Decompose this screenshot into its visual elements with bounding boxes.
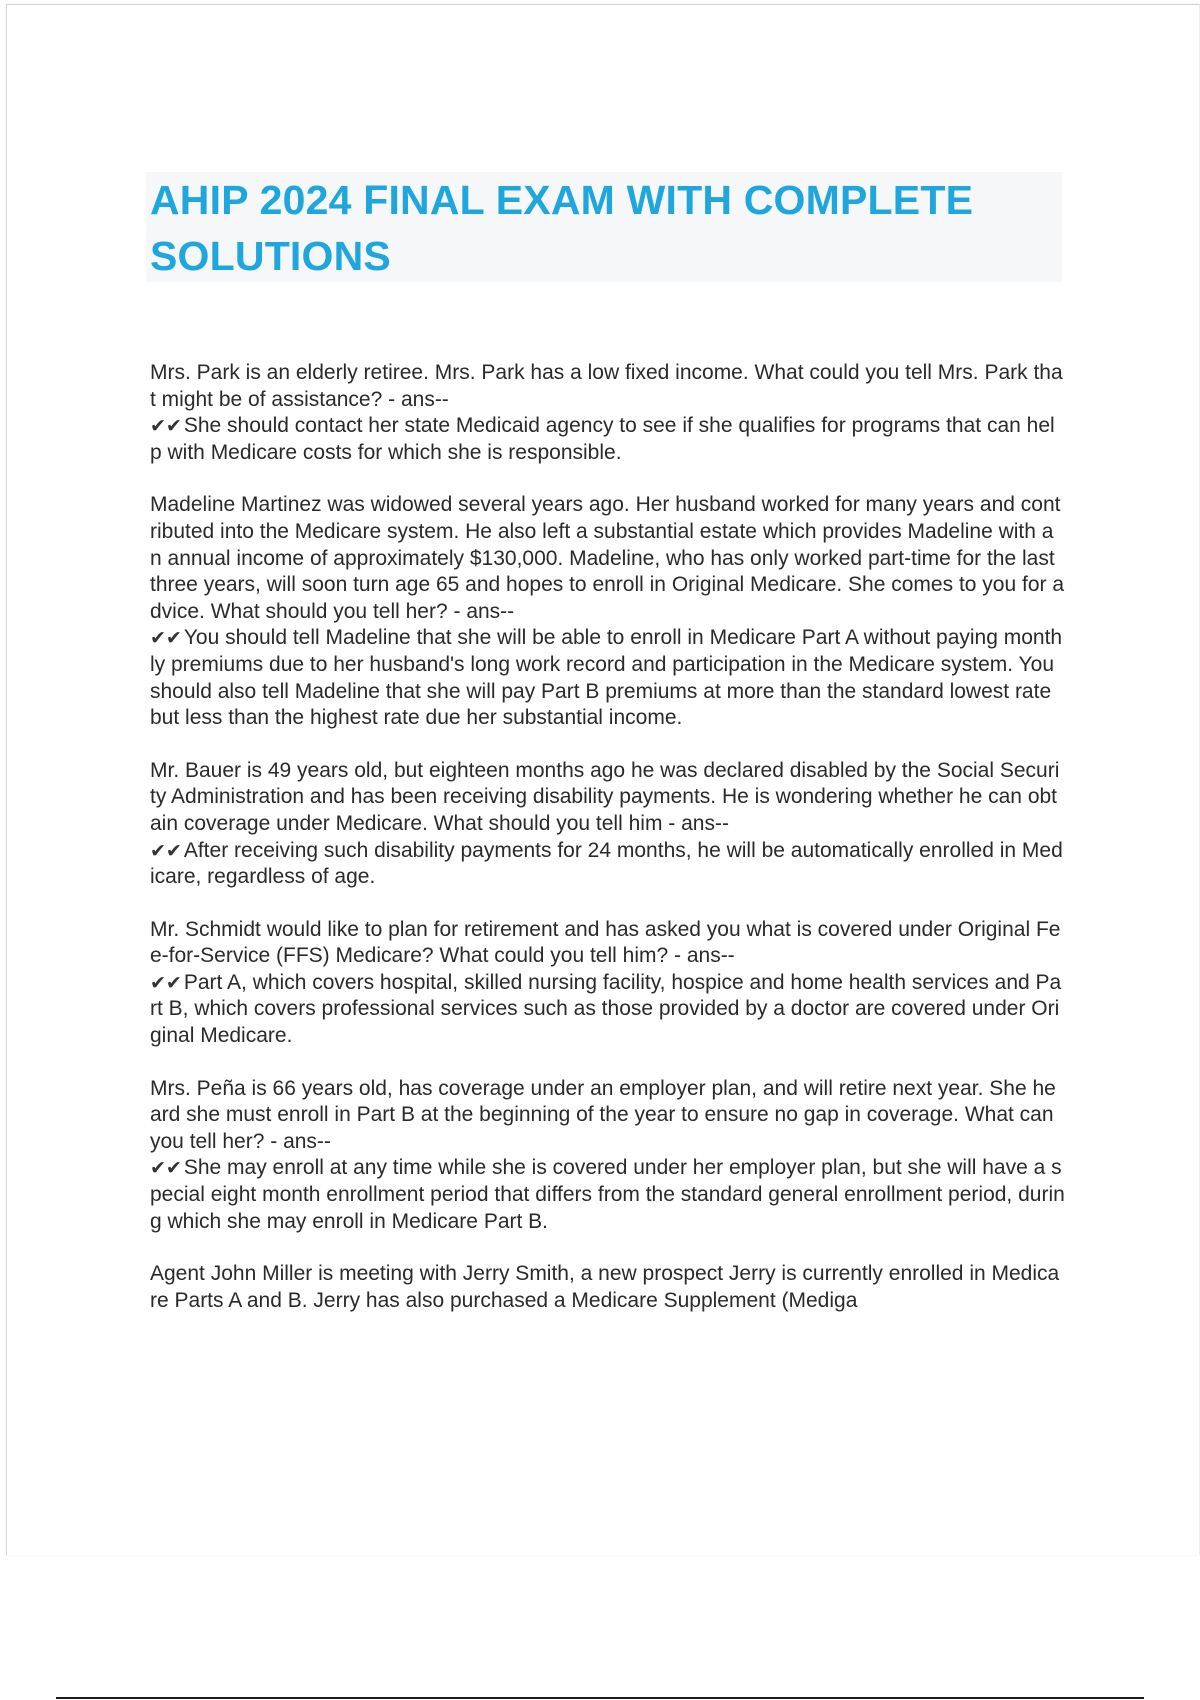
document-title: AHIP 2024 FINAL EXAM WITH COMPLETE SOLUTIONS xyxy=(150,177,974,279)
question-text: Mrs. Park is an elderly retiree. Mrs. Park has a low fixed income. What could you tell Mrs. Park that might be of assistance? - ans-- xyxy=(150,361,1063,411)
answer-text: After receiving such disability payments for 24 months, he will be automatically enrolled in Medicare, regardless of age. xyxy=(150,838,1063,889)
answer-text: She may enroll at any time while she is covered under her employer plan, but she will have a special eight month enrollment period that differs from the standard general enrollment period, during which she may enroll in Medicare Part B. xyxy=(150,1156,1065,1233)
qa-content xyxy=(150,360,1065,1340)
qa-item-2 xyxy=(150,492,1065,731)
page-divider xyxy=(56,1697,1144,1699)
qa-item-5 xyxy=(150,1076,1065,1236)
question-text: Agent John Miller is meeting with Jerry Smith, a new prospect Jerry is currently enrolled in Medicare Parts A and B. Jerry has also purchased a Medicare Supplement (Mediga xyxy=(150,1262,1060,1312)
answer-text: She should contact her state Medicaid agency to see if she qualifies for programs that can help with Medicare costs for which she is responsible. xyxy=(150,414,1055,464)
question-text: Madeline Martinez was widowed several years ago. Her husband worked for many years and contributed into the Medicare system. He also left a substantial estate which provides Madeline with an annual income of approximately $130,000. Madeline, who has only worked part-time for the last three years, will soon turn age 65 and hopes to enroll in Original Medicare. She comes to you for advice. What should you tell her? - ans-- xyxy=(150,493,1065,623)
checkmark-icon: ✔✔ xyxy=(150,415,182,438)
question-text: Mrs. Peña is 66 years old, has coverage under an employer plan, and will retire next year. She heard she must enroll in Part B at the beginning of the year to ensure no gap in coverage. What can you tell her? - ans-- xyxy=(150,1076,1056,1153)
answer-text: Part A, which covers hospital, skilled nursing facility, hospice and home health services and Part B, which covers professional services such as those provided by a doctor are covered under Original Medicare. xyxy=(150,970,1062,1048)
qa-item-3 xyxy=(150,758,1065,891)
checkmark-icon: ✔✔ xyxy=(150,1157,182,1180)
answer-block xyxy=(150,1155,1065,1235)
checkmark-icon: ✔✔ xyxy=(150,971,182,994)
qa-item-1 xyxy=(150,360,1065,466)
qa-item-6 xyxy=(150,1261,1065,1314)
question-text: Mr. Bauer is 49 years old, but eighteen months ago he was declared disabled by the Social Security Administration and has been receiving disability payments. He is wondering whether he can obtain coverage under Medicare. What should you tell him - ans-- xyxy=(150,758,1060,835)
answer-text: You should tell Madeline that she will be able to enroll in Medicare Part A without paying monthly premiums due to her husband's long work record and participation in the Medicare system. You should also tell Madeline that she will pay Part B premiums at more than the standard lowest rate but less than the highest rate due her substantial income. xyxy=(150,626,1063,730)
checkmark-icon: ✔✔ xyxy=(150,839,182,862)
checkmark-icon: ✔✔ xyxy=(150,627,182,650)
qa-item-4 xyxy=(150,917,1065,1050)
answer-block xyxy=(150,413,1065,466)
question-text: Mr. Schmidt would like to plan for retirement and has asked you what is covered under Original Fee-for-Service (FFS) Medicare? What could you tell him? - ans-- xyxy=(150,917,1061,968)
answer-block xyxy=(150,970,1065,1050)
answer-block xyxy=(150,838,1065,891)
answer-block xyxy=(150,625,1065,731)
